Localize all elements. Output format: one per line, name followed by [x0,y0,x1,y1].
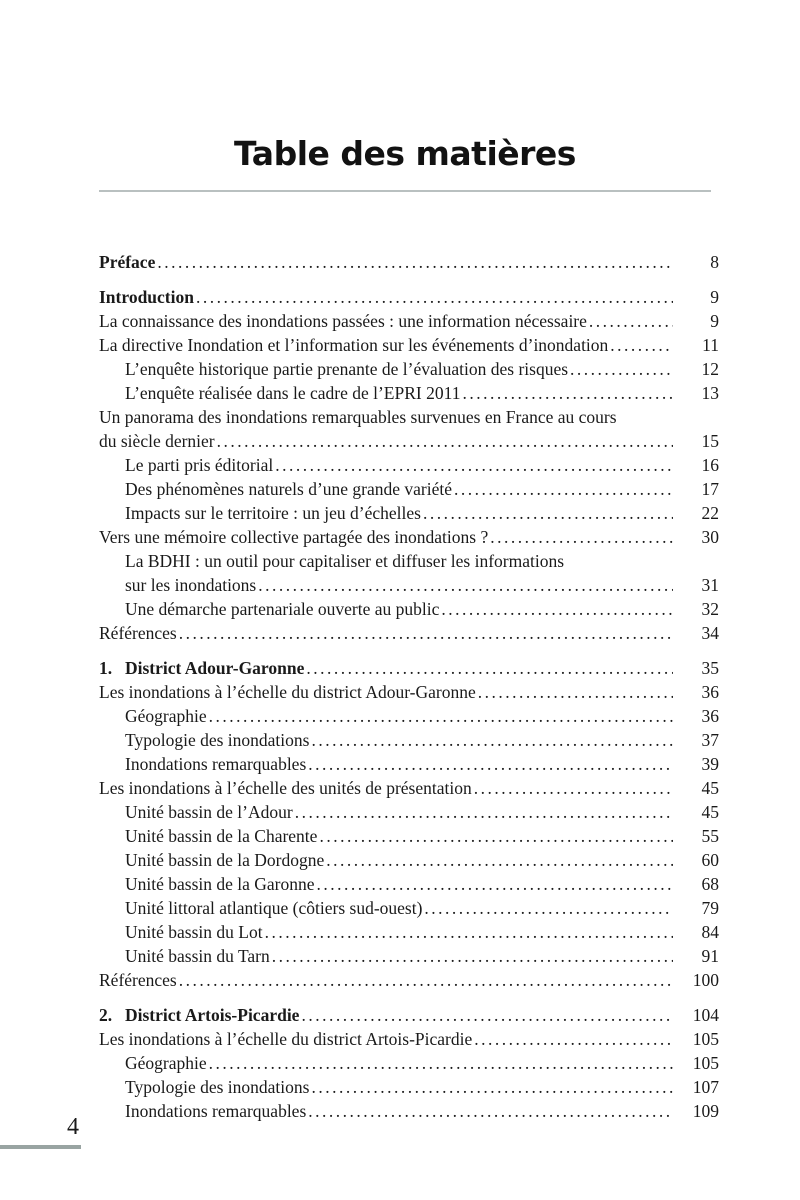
toc-line [99,525,719,549]
toc-entry-label: Vers une mémoire collective partagée des inondations ? [99,527,489,547]
toc-list [99,250,719,1123]
toc-line [99,333,719,357]
toc-line [125,896,719,920]
toc-leader-dots [317,872,673,896]
toc-entry-label: Références [99,970,177,990]
toc-page-number: 104 [692,1005,719,1025]
toc-page-number: 13 [701,383,719,403]
toc-page-number: 100 [692,970,719,990]
toc-leader-dots [265,920,673,944]
toc-entry [99,405,719,453]
toc-line [99,621,719,645]
toc-leader-dots [308,752,673,776]
toc-line [125,848,719,872]
toc-page-number: 22 [701,503,719,523]
toc-leader-dots [326,848,673,872]
toc-page-number: 35 [701,658,719,678]
toc-entry [99,621,719,645]
toc-leader-dots [589,309,673,333]
toc-leader-dots [217,429,673,453]
toc-page-number: 31 [701,575,719,595]
toc-entry [99,872,719,896]
toc-entry [99,848,719,872]
toc-leader-dots [179,968,673,992]
toc-line [125,357,719,381]
toc-entry-label: Géographie [125,1053,207,1073]
toc-entry-label: Unité bassin du Lot [125,922,263,942]
toc-entry [99,680,719,704]
toc-leader-dots [454,477,673,501]
toc-page-number: 9 [710,311,719,331]
toc-entry-label: Un panorama des inondations remarquables survenues en France au cours [99,407,617,427]
toc-page-number: 30 [701,527,719,547]
toc-entry-label: Géographie [125,706,207,726]
toc-line [125,477,719,501]
toc-line [125,728,719,752]
toc-entry [99,285,719,309]
toc-entry-label: Préface [99,252,156,272]
toc-page-number: 36 [701,706,719,726]
toc-entry [99,597,719,621]
toc-leader-dots [424,896,673,920]
toc-leader-dots [258,573,673,597]
toc-line [125,824,719,848]
toc-leader-dots [441,597,673,621]
toc-entry [99,920,719,944]
toc-entry [99,501,719,525]
toc-page-number: 55 [701,826,719,846]
page-number: 4 [67,1114,79,1140]
toc-entry [99,944,719,968]
toc-entry-label: Références [99,623,177,643]
toc-entry-label: Les inondations à l’échelle du district Adour-Garonne [99,682,476,702]
toc-line [125,800,719,824]
toc-page-number: 79 [701,898,719,918]
toc-entry [99,968,719,992]
toc-leader-dots [423,501,673,525]
toc-leader-dots [301,1003,673,1027]
toc-line [125,752,719,776]
toc-line [99,405,719,429]
toc-entry [99,333,719,357]
toc-line [99,1027,719,1051]
toc-page-number: 37 [701,730,719,750]
toc-page-number: 9 [710,287,719,307]
toc-entry-label: Unité bassin de la Charente [125,826,318,846]
toc-leader-dots [474,1027,673,1051]
toc-line [99,285,719,309]
page-title: Table des matières [234,134,576,173]
toc-leader-dots [570,357,673,381]
toc-entry-label: sur les inondations [125,575,257,595]
toc-entry-label: Typologie des inondations [125,730,310,750]
toc-line [125,453,719,477]
toc-entry [99,704,719,728]
toc-line [125,1099,719,1123]
toc-entry-label: L’enquête historique partie prenante de l’évaluation des risques [125,359,569,379]
toc-line [99,250,719,274]
toc-entry [99,1003,719,1027]
toc-entry-label: Unité bassin de l’Adour [125,802,293,822]
toc-entry-number: 1. [99,658,113,678]
toc-page-number: 68 [701,874,719,894]
toc-page-number: 91 [701,946,719,966]
toc-page-number: 8 [710,252,719,272]
toc-entry-label: Des phénomènes naturels d’une grande variété [125,479,453,499]
toc-page-number: 45 [701,778,719,798]
toc-entry [99,728,719,752]
toc-line [99,656,719,680]
toc-entry-label: L’enquête réalisée dans le cadre de l’EPRI 2011 [125,383,461,403]
toc-line [125,1075,719,1099]
toc-entry-label: Inondations remarquables [125,754,307,774]
toc-entry-label: Unité littoral atlantique (côtiers sud-ouest) [125,898,423,918]
toc-entry-label: District Adour-Garonne [125,658,305,678]
toc-entry-label: District Artois-Picardie [125,1005,300,1025]
toc-page-number: 60 [701,850,719,870]
toc-line [99,309,719,333]
toc-line [99,1003,719,1027]
toc-line [99,776,719,800]
toc-page-number: 84 [701,922,719,942]
toc-entry [99,1099,719,1123]
toc-leader-dots [308,1099,673,1123]
toc-entry [99,1027,719,1051]
toc-entry [99,309,719,333]
toc-page-number: 12 [701,359,719,379]
toc-line [125,704,719,728]
toc-entry [99,453,719,477]
toc-page-number: 107 [692,1077,719,1097]
toc-leader-dots [311,728,673,752]
toc-leader-dots [209,1051,673,1075]
toc-page-number: 105 [692,1053,719,1073]
toc-entry-label: Les inondations à l’échelle du district Artois-Picardie [99,1029,473,1049]
toc-page-number: 105 [692,1029,719,1049]
toc-leader-dots [610,333,673,357]
toc-leader-dots [319,824,673,848]
toc-leader-dots [209,704,673,728]
toc-entry [99,1075,719,1099]
title-rule [99,190,711,192]
toc-entry [99,477,719,501]
toc-entry [99,656,719,680]
toc-entry [99,1051,719,1075]
toc-page-number: 15 [701,431,719,451]
toc-line [125,944,719,968]
toc-entry-label: du siècle dernier [99,431,215,451]
toc-line [99,968,719,992]
toc-line [125,501,719,525]
toc-leader-dots [490,525,673,549]
toc-leader-dots [474,776,673,800]
toc-entry [99,381,719,405]
toc-entry [99,896,719,920]
footer-rule [0,1145,81,1149]
toc-line [99,429,719,453]
toc-line [125,920,719,944]
title-block [99,134,711,173]
toc-entry-label: Unité bassin de la Dordogne [125,850,325,870]
toc-entry [99,549,719,597]
toc-entry [99,357,719,381]
toc-page-number: 32 [701,599,719,619]
toc-page-number: 109 [692,1101,719,1121]
toc-line [125,1051,719,1075]
toc-leader-dots [311,1075,673,1099]
toc-line [125,597,719,621]
toc-entry [99,800,719,824]
toc-line [125,381,719,405]
toc-entry-label: Une démarche partenariale ouverte au public [125,599,440,619]
toc-line [125,872,719,896]
toc-entry-label: Typologie des inondations [125,1077,310,1097]
toc-page-number: 36 [701,682,719,702]
toc-page-number: 11 [702,335,719,355]
toc-entry [99,525,719,549]
toc-line [125,549,719,573]
toc-entry [99,776,719,800]
toc-entry [99,824,719,848]
toc-page-number: 16 [701,455,719,475]
toc-entry-label: La directive Inondation et l’information sur les événements d’inondation [99,335,609,355]
toc-entry-label: Le parti pris éditorial [125,455,274,475]
toc-leader-dots [295,800,673,824]
toc-page-number: 45 [701,802,719,822]
toc-line [125,573,719,597]
toc-entry-label: Introduction [99,287,194,307]
toc-line [99,680,719,704]
toc-leader-dots [306,656,673,680]
toc-leader-dots [157,250,673,274]
toc-entry-label: La connaissance des inondations passées : une information nécessaire [99,311,587,331]
toc-leader-dots [478,680,673,704]
toc-entry-label: Les inondations à l’échelle des unités de présentation [99,778,472,798]
toc-page-number: 39 [701,754,719,774]
toc-entry [99,752,719,776]
toc-entry-label: Unité bassin du Tarn [125,946,270,966]
toc-leader-dots [462,381,673,405]
toc-leader-dots [196,285,673,309]
toc-entry-label: Inondations remarquables [125,1101,307,1121]
toc-page-number: 17 [701,479,719,499]
toc-leader-dots [179,621,673,645]
toc-page-number: 34 [701,623,719,643]
toc-entry-number: 2. [99,1005,113,1025]
toc-leader-dots [272,944,673,968]
toc-entry-label: Impacts sur le territoire : un jeu d’échelles [125,503,421,523]
toc-entry-label: Unité bassin de la Garonne [125,874,315,894]
toc-entry-label: La BDHI : un outil pour capitaliser et diffuser les informations [125,551,565,571]
toc-entry [99,250,719,274]
toc-leader-dots [275,453,673,477]
